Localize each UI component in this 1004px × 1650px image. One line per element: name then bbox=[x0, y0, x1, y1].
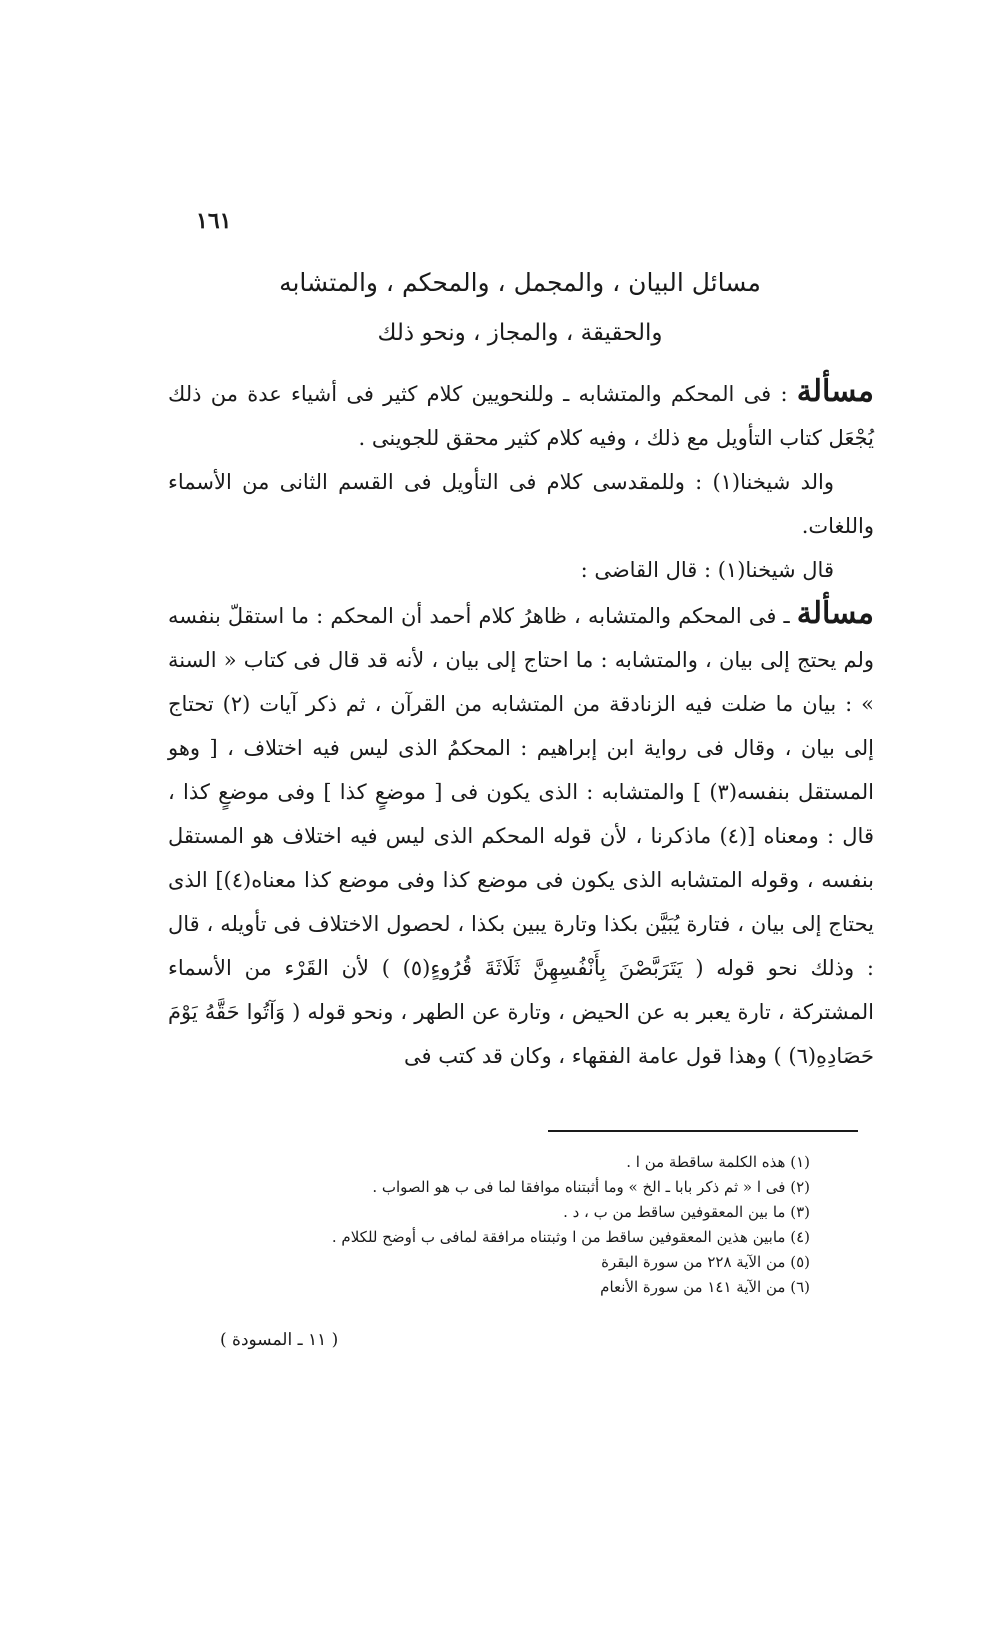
paragraph bbox=[168, 370, 874, 460]
paragraph-text: : فى المحكم والمتشابه ـ وللنحويين كلام كثير فى أشياء عدة من ذلك يُجْعَل كتاب التأويل مع ذلك ، وفيه كلام كثير محقق للجوينى . bbox=[168, 382, 874, 450]
footnote: (٥) من الآية ٢٢٨ من سورة البقرة bbox=[601, 1253, 810, 1271]
paragraph bbox=[168, 592, 874, 1078]
footnote: (٦) من الآية ١٤١ من سورة الأنعام bbox=[600, 1278, 810, 1296]
paragraph-text: والد شيخنا(١) : وللمقدسى كلام فى التأويل فى القسم الثانى من الأسماء واللغات. bbox=[168, 470, 874, 538]
paragraph-text: ـ فى المحكم والمتشابه ، ظاهرُ كلام أحمد أن المحكم : ما استقلّ بنفسه ولم يحتج إلى بيان ، والمتشابه : ما احتاج إلى بيان ، لأنه قد قال فى كتاب « السنة » : بيان ما ضلت فيه الزنادقة من المتشابه من القرآن ، ثم ذكر آيات (٢) تحتاج إلى بيان ، وقال فى رواية ابن إبراهيم : المحكمُ الذى ليس فيه اختلاف ، [ وهو المستقل بنفسه(٣) ] والمتشابه : الذى يكون فى [ موضعٍ كذا ] وفى موضعٍ كذا ، قال : ومعناه [(٤) ماذكرنا ، لأن قوله المحكم الذى ليس فيه اختلاف هو المستقل بنفسه ، وقوله المتشابه الذى يكون فى موضع كذا وفى موضع كذا معناه(٤)] الذى يحتاج إلى بيان ، فتارة يُبَيَّن بكذا وتارة يبين بكذا ، لحصول الاختلاف فى تأويله ، قال : وذلك نحو قوله ( يَتَرَبَّصْنَ بِأَنْفُسِهِنَّ ثَلَاثَةَ قُرُوءٍ(٥) ) لأن القَرْء من الأسماء المشتركة ، تارة يعبر به عن الحيض ، وتارة عن الطهر ، ونحو قوله ( وَآتُوا حَقَّهُ يَوْمَ حَصَادِهِ(٦) ) وهذا قول عامة الفقهاء ، وكان قد كتب فى bbox=[168, 604, 875, 1068]
paragraph bbox=[168, 460, 874, 548]
paragraph-text: قال شيخنا(١) : قال القاضى : bbox=[580, 558, 834, 582]
footnote: (١) هذه الكلمة ساقطة من ا . bbox=[626, 1153, 810, 1171]
chapter-subtitle: والحقيقة ، والمجاز ، ونحو ذلك bbox=[377, 320, 663, 346]
chapter-title: مسائل البيان ، والمجمل ، والمحكم ، والمتشابه bbox=[279, 268, 761, 297]
footnote: (٤) مابين هذين المعقوفين ساقط من ا وثبتناه مرافقة لمافى ب أوضح للكلام . bbox=[331, 1228, 810, 1246]
paragraph bbox=[168, 548, 874, 592]
page-number: ١٦١ bbox=[196, 208, 232, 234]
masala-label: مسألة bbox=[796, 374, 874, 409]
masala-label: مسألة bbox=[796, 596, 874, 631]
main-text bbox=[168, 370, 874, 1078]
footnotes bbox=[200, 1150, 810, 1300]
footnote: (٣) ما بين المعقوفين ساقط من ب ، د . bbox=[563, 1203, 810, 1221]
footnote: (٢) فى ا « ثم ذكر بابا ـ الخ » وما أثبتناه موافقا لما فى ب هو الصواب . bbox=[372, 1178, 810, 1196]
footnote-divider bbox=[548, 1130, 858, 1132]
signature-mark: ( ١١ ـ المسودة ) bbox=[220, 1330, 339, 1350]
